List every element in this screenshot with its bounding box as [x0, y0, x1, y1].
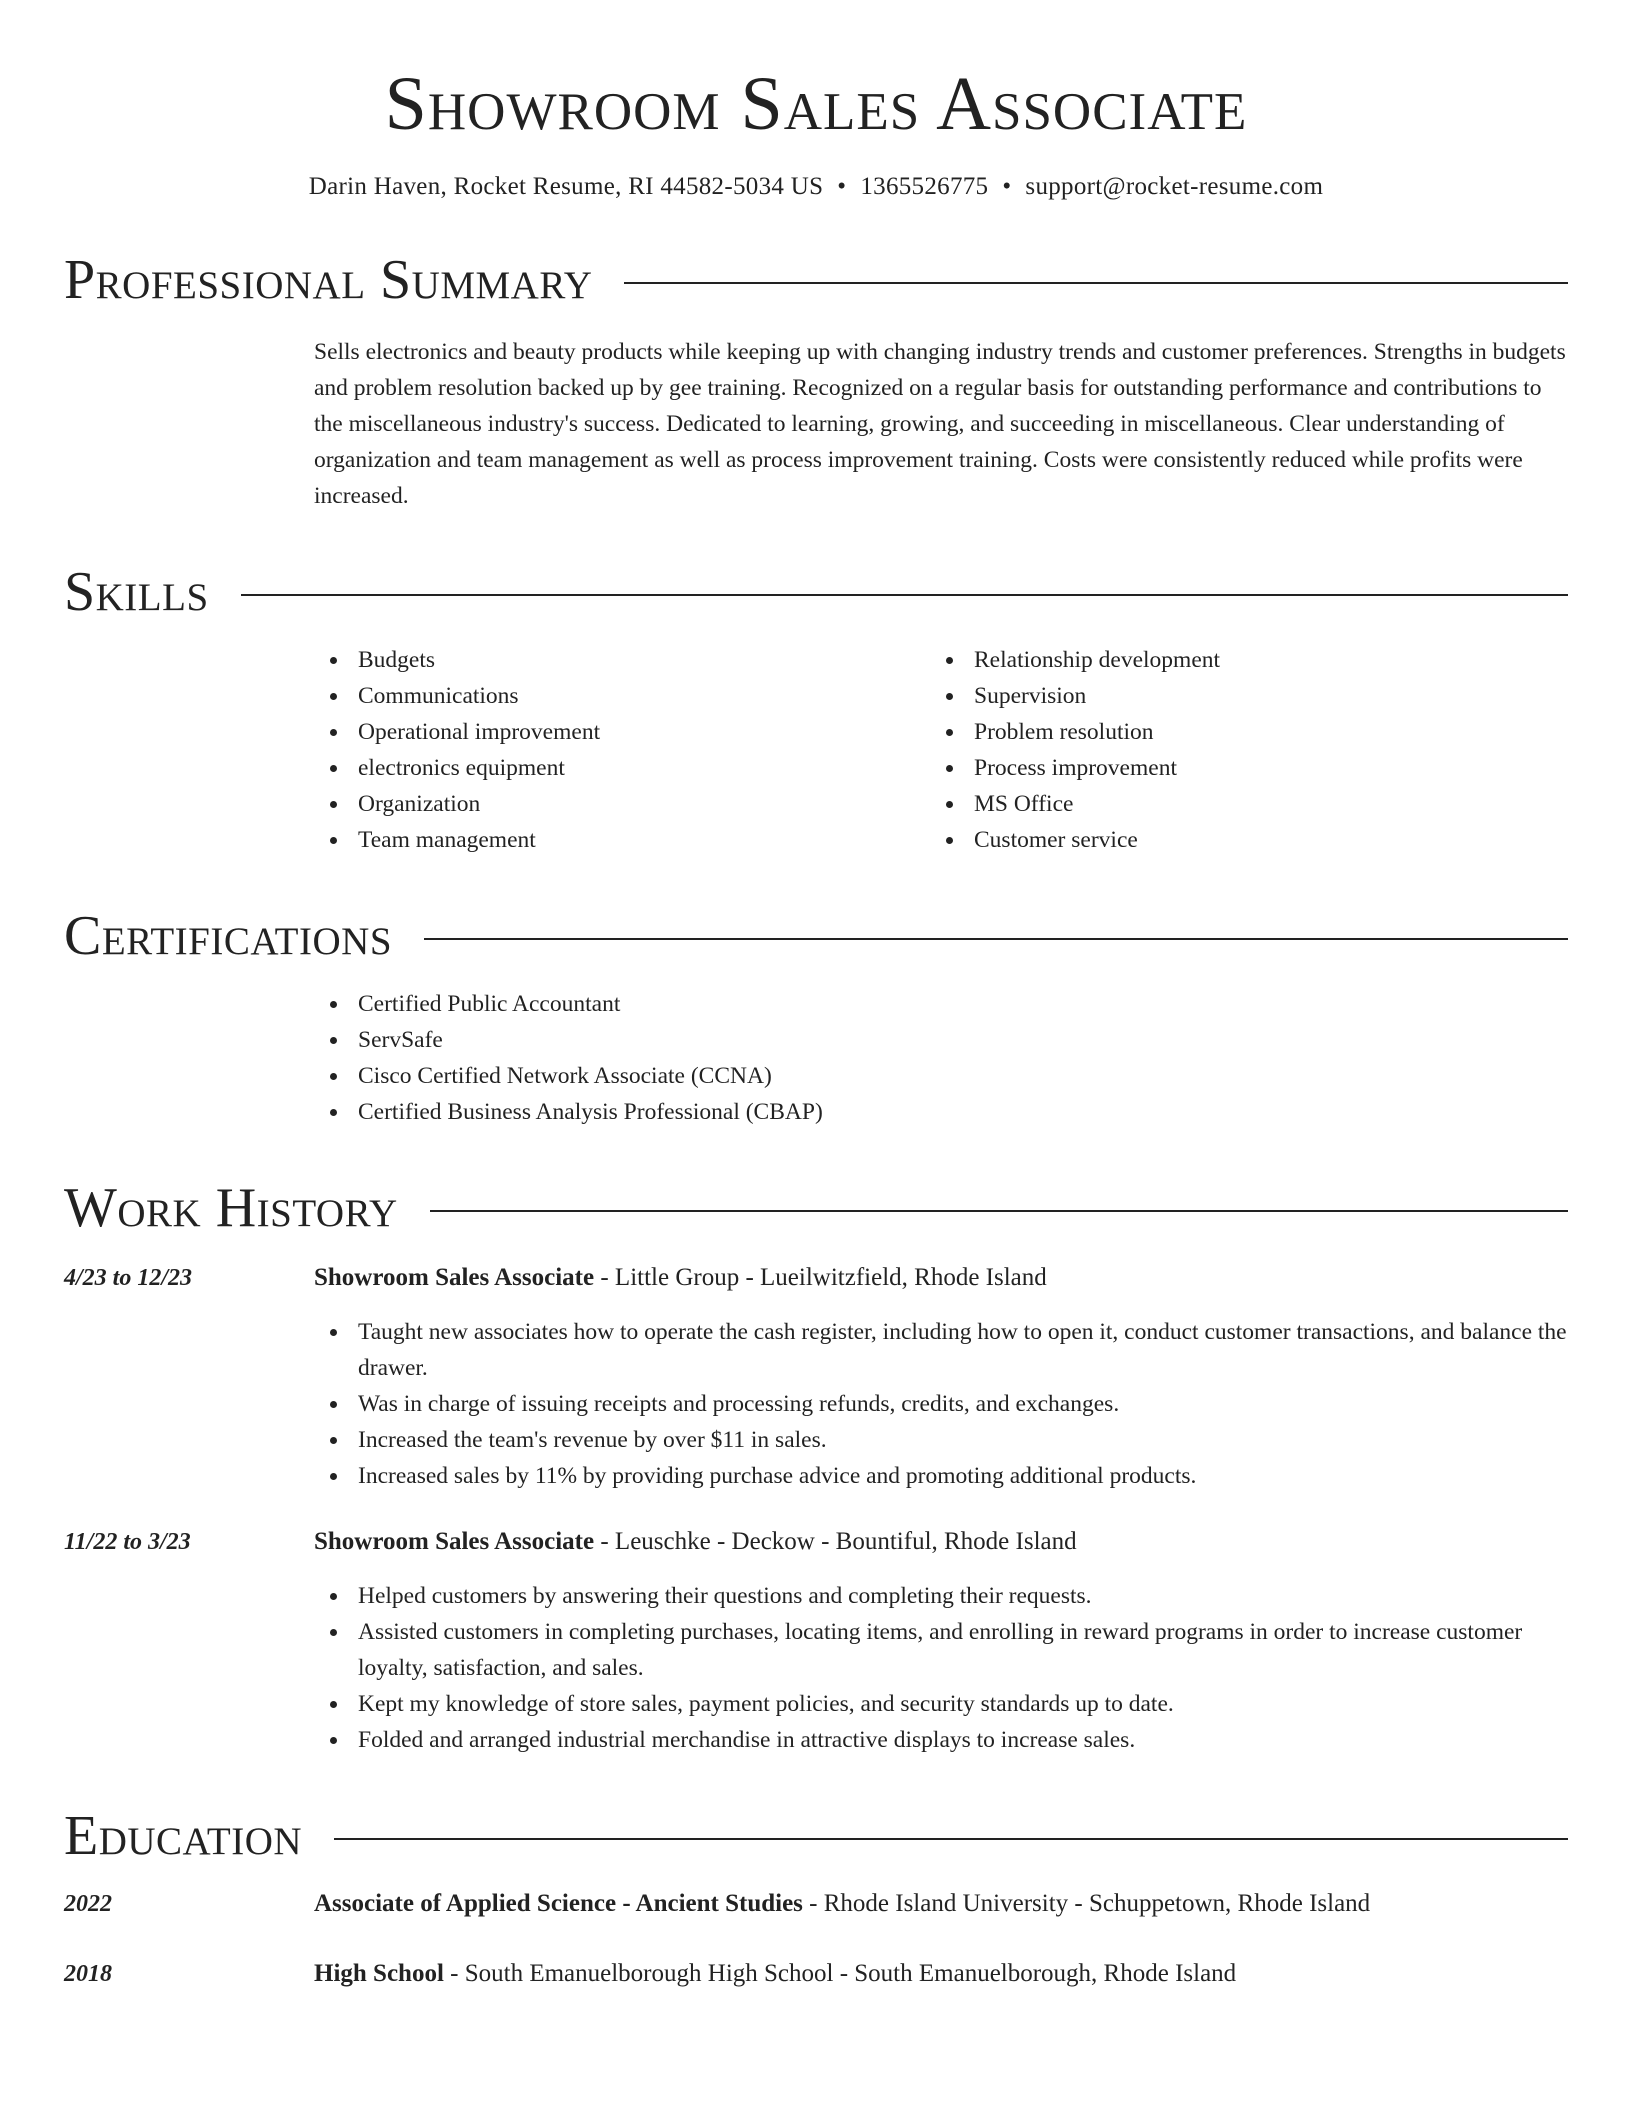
skills-section-header	[64, 560, 1568, 624]
education-year: 2022	[64, 1891, 112, 1917]
contact-address: Darin Haven, Rocket Resume, RI 44582-5034 US	[308, 173, 824, 200]
skill-item: Organization	[314, 786, 930, 822]
certification-item: Cisco Certified Network Associate (CCNA)	[314, 1058, 1568, 1094]
job-bullet: Was in charge of issuing receipts and processing refunds, credits, and exchanges.	[314, 1386, 1568, 1422]
certifications-list	[314, 986, 1568, 1130]
education-heading: Education	[64, 1805, 303, 1867]
section-divider	[430, 1210, 1568, 1212]
skills-list-right	[930, 642, 1546, 858]
skills-grid	[314, 642, 1568, 858]
certifications-section-header	[64, 904, 1568, 968]
job-body	[314, 1260, 1568, 1494]
education-details: - Rhode Island University - Schuppetown, Rhode Island	[802, 1890, 1371, 1917]
certification-item: Certified Public Accountant	[314, 986, 1568, 1022]
job-bullet: Assisted customers in completing purchases, locating items, and enrolling in reward programs in order to increase customer loyalty, satisfaction, and sales.	[314, 1614, 1568, 1686]
contact-separator: •	[837, 173, 847, 200]
skill-item: Process improvement	[930, 750, 1546, 786]
education-section-header	[64, 1804, 1568, 1868]
contact-email[interactable]: support@rocket-resume.com	[1025, 173, 1324, 200]
contact-phone[interactable]: 1365526775	[860, 173, 989, 200]
skill-item: Budgets	[314, 642, 930, 678]
skill-item: Problem resolution	[930, 714, 1546, 750]
summary-heading: Professional Summary	[64, 249, 593, 311]
job-bullets	[314, 1314, 1568, 1494]
work-heading: Work History	[64, 1177, 398, 1239]
job-title: Showroom Sales Associate	[314, 1264, 595, 1291]
summary-text: Sells electronics and beauty products while keeping up with changing industry trends and customer preferences. Strengths in budgets and problem resolution backed up by gee training. Recognized on a regular basis for outstanding performance and contributions to the miscellaneous industry's success. Dedicated to learning, growing, and succeeding in miscellaneous. Clear understanding of organization and team management as well as process improvement training. Costs were consistently reduced while profits were increased.	[314, 339, 1566, 509]
contact-separator: •	[1002, 173, 1012, 200]
section-divider	[334, 1838, 1568, 1840]
section-divider	[624, 282, 1568, 284]
job-bullet: Taught new associates how to operate the cash register, including how to open it, conduct customer transactions, and balance the drawer.	[314, 1314, 1568, 1386]
education-entry	[64, 1886, 1568, 1922]
skill-item: MS Office	[930, 786, 1546, 822]
skill-item: Relationship development	[930, 642, 1546, 678]
contact-line	[64, 172, 1568, 202]
education-entry	[64, 1956, 1568, 1992]
job-details: - Leuschke - Deckow - Bountiful, Rhode Island	[594, 1528, 1077, 1555]
job-bullet: Increased the team's revenue by over $11 in sales.	[314, 1422, 1568, 1458]
education-line	[314, 1956, 1236, 1992]
education-line	[314, 1886, 1370, 1922]
certification-item: Certified Business Analysis Professional (CBAP)	[314, 1094, 1568, 1130]
job-title-line	[314, 1260, 1568, 1296]
job-bullet: Increased sales by 11% by providing purchase advice and promoting additional products.	[314, 1458, 1568, 1494]
education-degree: Associate of Applied Science - Ancient Studies	[314, 1890, 803, 1917]
job-bullet: Helped customers by answering their questions and completing their requests.	[314, 1578, 1568, 1614]
skill-item: electronics equipment	[314, 750, 930, 786]
work-section-header	[64, 1176, 1568, 1240]
skills-heading: Skills	[64, 561, 209, 623]
education-year: 2018	[64, 1961, 112, 1987]
resume-page	[64, 0, 1568, 1992]
job-title: Showroom Sales Associate	[314, 1528, 595, 1555]
job-dates: 11/22 to 3/23	[64, 1529, 191, 1555]
education-details: - South Emanuelborough High School - South Emanuelborough, Rhode Island	[443, 1960, 1237, 1987]
job-dates: 4/23 to 12/23	[64, 1265, 193, 1291]
skills-list-left	[314, 642, 930, 858]
certification-item: ServSafe	[314, 1022, 1568, 1058]
job-details: - Little Group - Lueilwitzfield, Rhode Island	[594, 1264, 1047, 1291]
skill-item: Team management	[314, 822, 930, 858]
skill-item: Communications	[314, 678, 930, 714]
section-divider	[424, 938, 1568, 940]
job-entry	[64, 1260, 1568, 1494]
job-body	[314, 1524, 1568, 1758]
summary-section-header	[64, 248, 1568, 312]
job-bullet: Folded and arranged industrial merchandise in attractive displays to increase sales.	[314, 1722, 1568, 1758]
section-divider	[241, 594, 1568, 596]
job-bullet: Kept my knowledge of store sales, payment policies, and security standards up to date.	[314, 1686, 1568, 1722]
skill-item: Customer service	[930, 822, 1546, 858]
job-title-line	[314, 1524, 1568, 1560]
job-bullets	[314, 1578, 1568, 1758]
resume-name: Showroom Sales Associate	[384, 62, 1248, 146]
certifications-heading: Certifications	[64, 905, 393, 967]
skill-item: Supervision	[930, 678, 1546, 714]
education-degree: High School	[314, 1960, 444, 1987]
skill-item: Operational improvement	[314, 714, 930, 750]
job-entry	[64, 1524, 1568, 1758]
